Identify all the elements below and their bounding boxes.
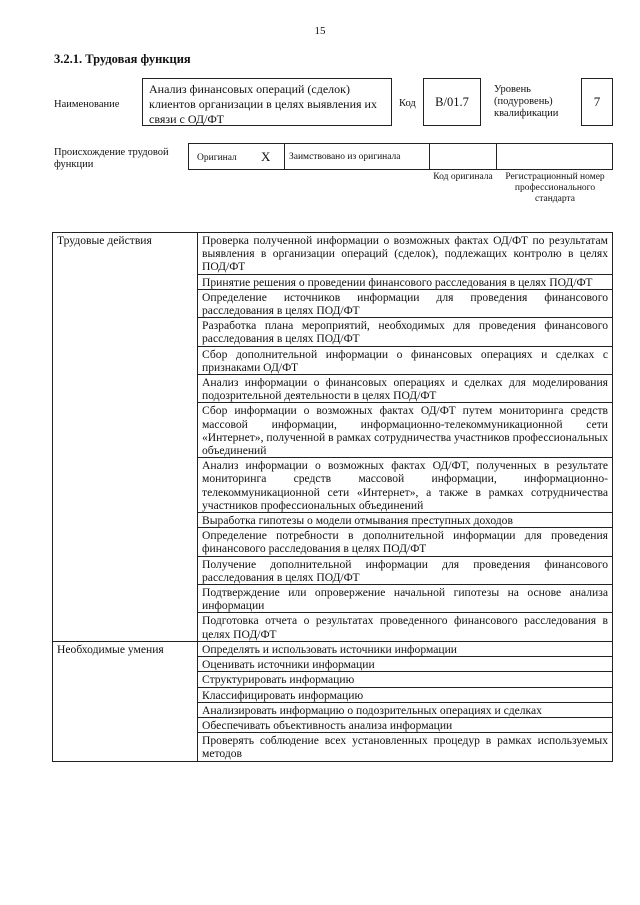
function-name-box — [142, 78, 392, 126]
item-cell: Определение источников информации для проведения финансового расследования в целях ПОД/ФТ — [198, 289, 613, 317]
item-cell: Обеспечивать объективность анализа информации — [198, 717, 613, 732]
original-label: Оригинал — [197, 153, 237, 163]
code-original-label: Код оригинала — [433, 172, 493, 182]
table-row — [53, 233, 613, 275]
item-cell: Сбор дополнительной информации о финансовых операциях и сделках с признаками ОД/ФТ — [198, 346, 613, 374]
item-cell: Оценивать источники информации — [198, 657, 613, 672]
name-label: Наименование — [54, 99, 120, 110]
code-original-box — [429, 143, 497, 170]
reg-number-box — [496, 143, 613, 170]
section-title: 3.2.1. Трудовая функция — [54, 52, 191, 66]
borrowed-box — [284, 143, 430, 170]
item-cell: Получение дополнительной информации для проведения финансового расследования в целях ПОД/ФТ — [198, 556, 613, 584]
level-label: Уровень (подуровень) квалификации — [494, 84, 559, 119]
level-value-box — [581, 78, 613, 126]
code-value: В/01.7 — [435, 95, 469, 109]
level-value: 7 — [593, 94, 601, 109]
code-value-box — [423, 78, 481, 126]
table-row — [53, 641, 613, 656]
item-cell: Классифицировать информацию — [198, 687, 613, 702]
item-cell: Проверять соблюдение всех установленных процедур в рамках используемых методов — [198, 733, 613, 761]
origin-label: Происхождение трудовой функции — [54, 147, 169, 170]
original-mark: X — [261, 149, 271, 164]
item-cell: Подготовка отчета о результатах проведенного финансового расследования в целях ПОД/ФТ — [198, 613, 613, 641]
item-cell: Выработка гипотезы о модели отмывания преступных доходов — [198, 513, 613, 528]
item-cell: Определять и использовать источники информации — [198, 641, 613, 656]
item-cell: Определение потребности в дополнительной информации для проведения финансового расследования в целях ПОД/ФТ — [198, 528, 613, 556]
item-cell: Проверка полученной информации о возможных фактах ОД/ФТ по результатам выявления в организации операций (сделок), подлежащих контролю в целях ПОД/ФТ — [198, 233, 613, 275]
category-cell: Необходимые умения — [53, 641, 198, 761]
function-table — [52, 232, 613, 762]
item-cell: Сбор информации о возможных фактах ОД/ФТ путем мониторинга средств массовой информации, информационно-телекоммуникационной сети «Интернет», полученной в рамках сотрудничества участников профессиональных объединений — [198, 403, 613, 458]
item-cell: Анализировать информацию о подозрительных операциях и сделках — [198, 702, 613, 717]
page-number: 15 — [314, 25, 326, 37]
original-box — [188, 143, 285, 170]
item-cell: Разработка плана мероприятий, необходимых для проведения финансового расследования в целях ПОД/ФТ — [198, 318, 613, 346]
code-label: Код — [399, 98, 416, 109]
borrowed-label: Заимствовано из оригинала — [289, 152, 401, 162]
reg-number-label: Регистрационный номер профессионального стандарта — [505, 172, 605, 204]
item-cell: Структурировать информацию — [198, 672, 613, 687]
function-name: Анализ финансовых операций (сделок) клиентов организации в целях выявления их связи с ОД/ФТ — [149, 82, 377, 126]
item-cell: Подтверждение или опровержение начальной гипотезы на основе анализа информации — [198, 585, 613, 613]
item-cell: Анализ информации о финансовых операциях и сделках для моделирования подозрительной деятельности в целях ПОД/ФТ — [198, 375, 613, 403]
item-cell: Анализ информации о возможных фактах ОД/ФТ, полученных в результате мониторинга средств массовой информации, информационно-телекоммуникационной сети «Интернет», а также в рамках сотрудничества участников профессиональных объединений — [198, 458, 613, 513]
function-table-body — [53, 233, 613, 762]
category-cell: Трудовые действия — [53, 233, 198, 642]
item-cell: Принятие решения о проведении финансового расследования в целях ПОД/ФТ — [198, 274, 613, 289]
